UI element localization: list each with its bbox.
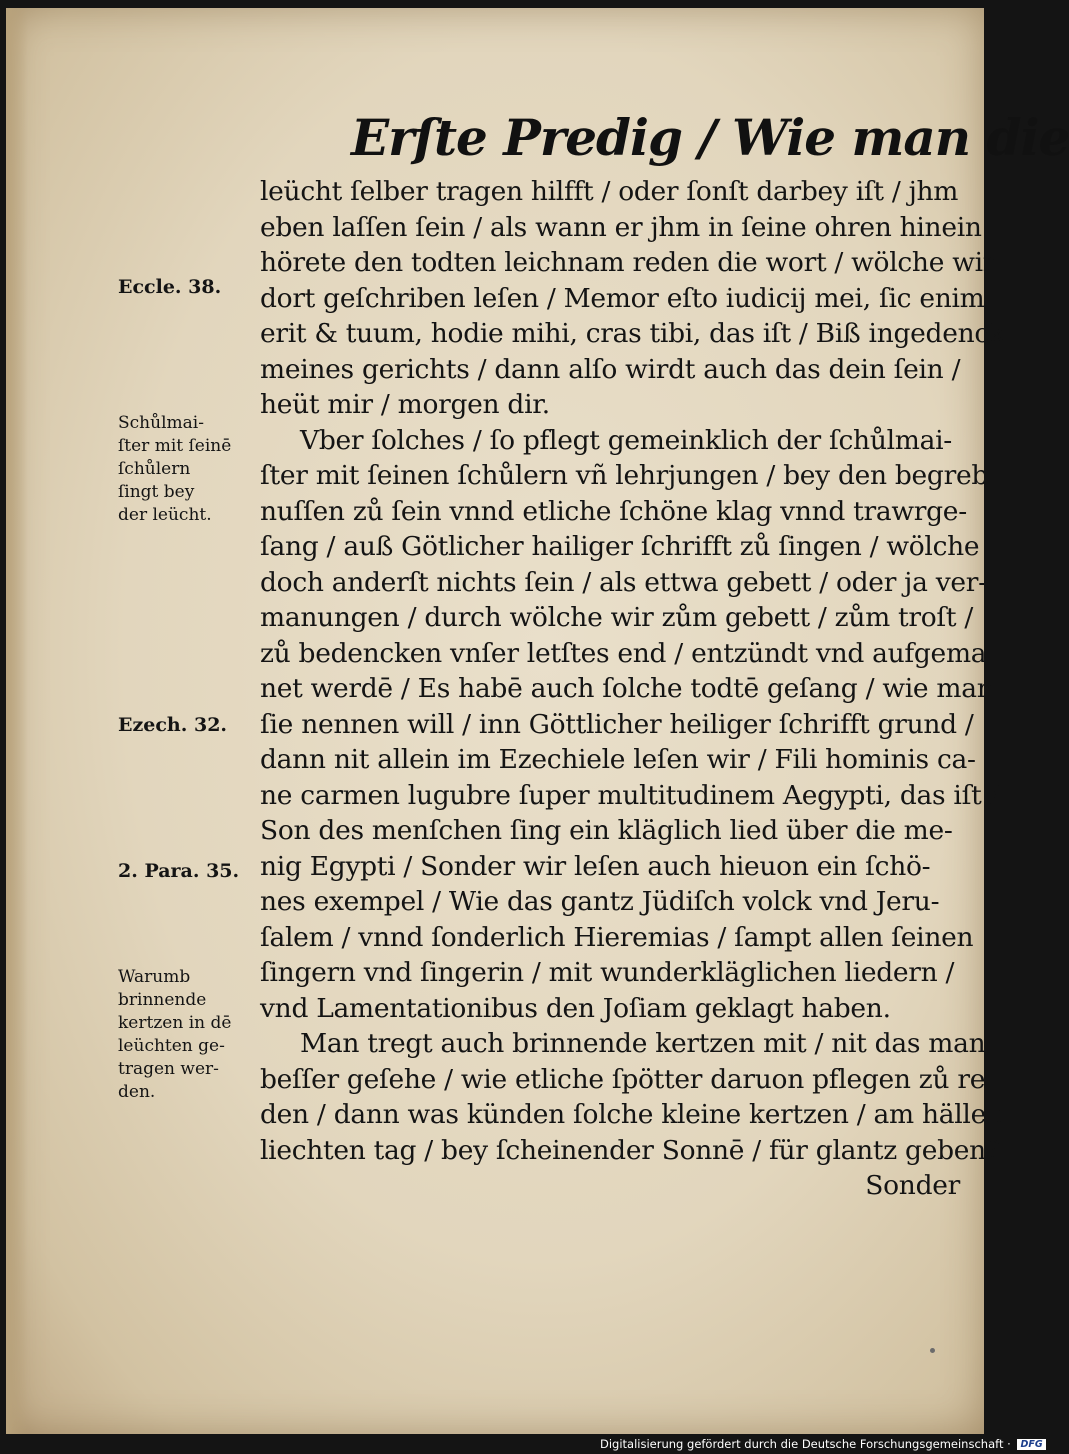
text-line: manungen / durch wölche wir zům gebett / zům troſt / [260, 602, 974, 633]
marginal-note-warumb [118, 966, 258, 1104]
text-line: net werdē / Es habē auch ſolche todtē geſang / wie man [260, 673, 994, 704]
text-line: leücht ſelber tragen hilfft / oder ſonſt darbey iſt / jhm [260, 176, 959, 207]
note-line: Eccle. 38. [118, 276, 222, 298]
note-line: Ezech. 32. [118, 714, 228, 736]
note-line: brinnende [118, 990, 207, 1010]
ink-speck [930, 1348, 935, 1353]
text-line: liechten tag / bey ſcheinender Sonnē / für glantz geben? [260, 1134, 1000, 1166]
text-line: vnd Lamentationibus den Joſiam geklagt haben. [260, 992, 891, 1024]
note-line: Warumb [118, 967, 191, 987]
text-line: ſie nennen will / inn Göttlicher heiliger ſchrifft grund / [260, 708, 974, 740]
text-line: ne carmen lugubre ſuper multitudinem Aegypti, das iſt / [260, 779, 999, 811]
note-line: ſingt bey [118, 482, 195, 502]
text-line: ſalem / vnnd ſonderlich Hieremias / ſampt allen ſeinen [260, 921, 974, 953]
text-line: doch anderſt nichts ſein / als ettwa gebett / oder ja ver- [260, 566, 987, 598]
note-line: kertzen in dē [118, 1013, 232, 1033]
footer-text: Digitalisierung gefördert durch die Deutsche Forschungsgemeinschaft · [600, 1437, 1011, 1451]
text-line: nuſſen zů ſein vnnd etliche ſchöne klag vnnd trawrge- [260, 495, 967, 527]
note-line: den. [118, 1082, 156, 1102]
running-head: Erſte Predig / Wie man die [351, 108, 1069, 167]
text-line: beſſer geſehe / wie etliche ſpötter daruon pflegen zů re- [260, 1063, 994, 1095]
note-line: leüchten ge- [118, 1036, 225, 1056]
text-line: den / dann was künden ſolche kleine kertzen / am hällen [260, 1099, 1003, 1130]
note-line: 2. Para. 35. [118, 860, 240, 882]
note-line: ſchůlern [118, 459, 191, 479]
text-line: ſingern vnd ſingerin / mit wunderkläglichen liedern / [260, 957, 955, 988]
text-line: dann nit allein im Ezechiele leſen wir / Fili hominis ca- [260, 744, 976, 775]
note-line: Schůlmai- [118, 413, 204, 433]
marginal-note-ezech [118, 714, 258, 737]
catchword: Sonder [865, 1170, 960, 1201]
digitization-footer [600, 1437, 1043, 1452]
note-line: tragen wer- [118, 1059, 219, 1079]
note-line: der leücht. [118, 505, 212, 525]
text-line: zů bedencken vnſer letſtes end / entzündt vnd aufgema- [260, 637, 995, 669]
marginal-note-para [118, 860, 258, 883]
text-line: nes exempel / Wie das gantz Jüdiſch volck vnd Jeru- [260, 886, 940, 917]
body-text [260, 174, 1005, 1204]
text-line: eben laſſen ſein / als wann er jhm in ſeine ohren hinein [260, 211, 982, 243]
paragraph-start-line: Man tregt auch brinnende kertzen mit / nit das man [300, 1028, 986, 1059]
text-line: nig Egypti / Sonder wir leſen auch hieuon ein ſchö- [260, 850, 931, 882]
text-line: hörete den todten leichnam reden die wort / wölche wir [260, 247, 996, 278]
marginal-note-schulmaister [118, 412, 258, 527]
text-line: dort geſchriben leſen / Memor eſto iudicij mei, ſic enim [260, 282, 985, 314]
page-gutter-shadow [6, 8, 28, 1434]
note-line: ſter mit ſeinē [118, 436, 232, 456]
text-line: ſter mit ſeinen ſchůlern vñ lehrjungen / bey den begreb- [260, 460, 997, 491]
marginal-note-eccle [118, 276, 258, 299]
book-page [6, 8, 1069, 1434]
text-line: Son des menſchen ſing ein kläglich lied über die me- [260, 815, 953, 846]
text-line: ſang / auß Götlicher hailiger ſchrifft zů ſingen / wölche [260, 531, 980, 562]
text-line: heüt mir / morgen dir. [260, 389, 550, 420]
text-line: erit & tuum, hodie mihi, cras tibi, das iſt / Biß ingedenck [260, 318, 1005, 349]
dfg-logo: DFG [1017, 1439, 1045, 1450]
paragraph-start-line: Vber ſolches / ſo pflegt gemeinklich der ſchůlmai- [300, 424, 952, 456]
text-line: meines gerichts / dann alſo wirdt auch das dein ſein / [260, 353, 961, 385]
